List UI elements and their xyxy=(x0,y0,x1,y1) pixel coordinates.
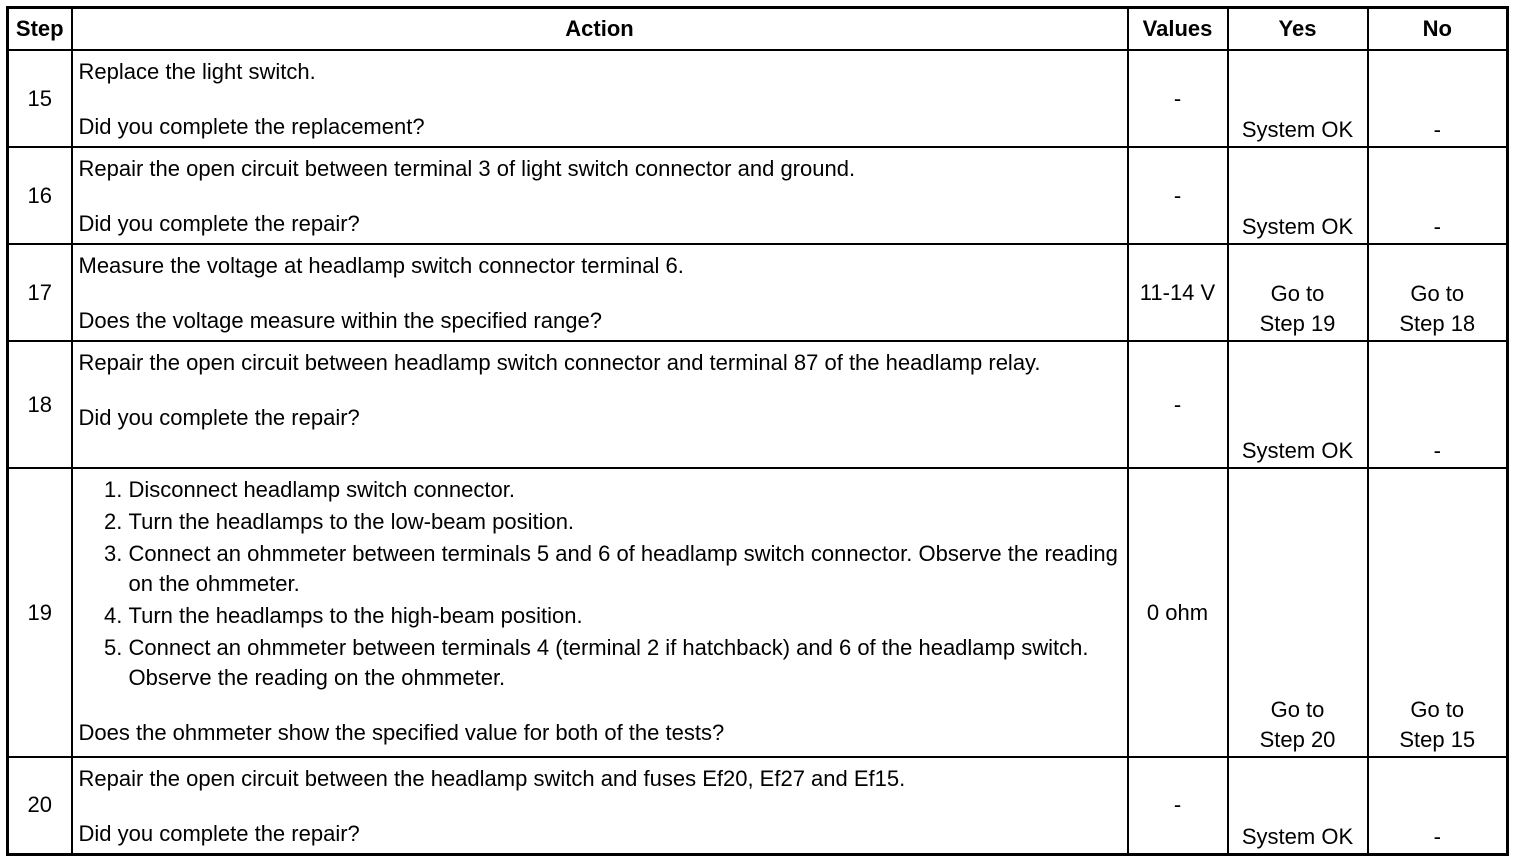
values-cell: - xyxy=(1128,341,1228,468)
procedure-step: 5. Connect an ohmmeter between terminals 4 (terminal 2 if hatchback) and 6 of the headlamp switch. Observe the reading on the ohmmeter. xyxy=(129,633,1121,693)
action-question: Did you complete the replacement? xyxy=(78,114,425,139)
table-row xyxy=(8,50,1508,147)
procedure-step: 2. Turn the headlamps to the low-beam position. xyxy=(129,507,1121,537)
header-no: No xyxy=(1368,8,1508,51)
action-instruction: Repair the open circuit between terminal 3 of light switch connector and ground. xyxy=(78,156,856,181)
values-cell: - xyxy=(1128,757,1228,854)
action-question: Did you complete the repair? xyxy=(78,211,360,236)
action-cell xyxy=(72,757,1128,854)
no-line: Go to xyxy=(1410,697,1465,722)
step-number: 18 xyxy=(8,341,72,468)
step-number: 19 xyxy=(8,468,72,757)
no-cell xyxy=(1368,468,1508,757)
values-cell: 0 ohm xyxy=(1128,468,1228,757)
no-cell: - xyxy=(1368,147,1508,244)
no-cell: - xyxy=(1368,757,1508,854)
yes-line: Step 20 xyxy=(1259,727,1336,752)
yes-cell xyxy=(1228,468,1368,757)
values-cell: - xyxy=(1128,147,1228,244)
header-yes: Yes xyxy=(1228,8,1368,51)
header-step: Step xyxy=(8,8,72,51)
step-number: 16 xyxy=(8,147,72,244)
action-cell xyxy=(72,147,1128,244)
yes-cell: System OK xyxy=(1228,757,1368,854)
no-cell xyxy=(1368,244,1508,341)
procedure-step: 3. Connect an ohmmeter between terminals 5 and 6 of headlamp switch connector. Observe the reading on the ohmmeter. xyxy=(129,539,1121,599)
action-instruction: Measure the voltage at headlamp switch connector terminal 6. xyxy=(78,253,684,278)
action-cell xyxy=(72,341,1128,468)
no-cell: - xyxy=(1368,50,1508,147)
no-line: Step 15 xyxy=(1399,727,1476,752)
yes-cell: System OK xyxy=(1228,147,1368,244)
action-question: Did you complete the repair? xyxy=(78,821,360,846)
action-instruction: Replace the light switch. xyxy=(78,59,316,84)
table-row xyxy=(8,244,1508,341)
action-instruction: Repair the open circuit between the headlamp switch and fuses Ef20, Ef27 and Ef15. xyxy=(78,766,906,791)
table-row xyxy=(8,341,1508,468)
step-number: 20 xyxy=(8,757,72,854)
header-values: Values xyxy=(1128,8,1228,51)
action-cell xyxy=(72,244,1128,341)
header-action: Action xyxy=(72,8,1128,51)
no-cell: - xyxy=(1368,341,1508,468)
header-row xyxy=(8,8,1508,51)
no-line: Step 18 xyxy=(1399,311,1476,336)
action-question: Does the voltage measure within the specified range? xyxy=(78,308,602,333)
yes-line: Step 19 xyxy=(1259,311,1336,336)
yes-cell: System OK xyxy=(1228,341,1368,468)
action-question: Does the ohmmeter show the specified value for both of the tests? xyxy=(78,720,725,745)
no-line: Go to xyxy=(1410,281,1465,306)
procedure-list xyxy=(79,475,1121,693)
procedure-step: 1. Disconnect headlamp switch connector. xyxy=(129,475,1121,505)
action-cell xyxy=(72,468,1128,757)
yes-line: Go to xyxy=(1270,281,1325,306)
step-number: 15 xyxy=(8,50,72,147)
action-instruction: Repair the open circuit between headlamp switch connector and terminal 87 of the headlamp relay. xyxy=(78,350,1041,375)
procedure-step: 4. Turn the headlamps to the high-beam position. xyxy=(129,601,1121,631)
yes-cell xyxy=(1228,244,1368,341)
values-cell: - xyxy=(1128,50,1228,147)
yes-line: Go to xyxy=(1270,697,1325,722)
yes-cell: System OK xyxy=(1228,50,1368,147)
table-row xyxy=(8,147,1508,244)
action-cell xyxy=(72,50,1128,147)
diagnostic-table xyxy=(6,6,1509,856)
step-number: 17 xyxy=(8,244,72,341)
table-row xyxy=(8,468,1508,757)
table-row xyxy=(8,757,1508,854)
action-question: Did you complete the repair? xyxy=(78,405,360,430)
values-cell: 11-14 V xyxy=(1128,244,1228,341)
